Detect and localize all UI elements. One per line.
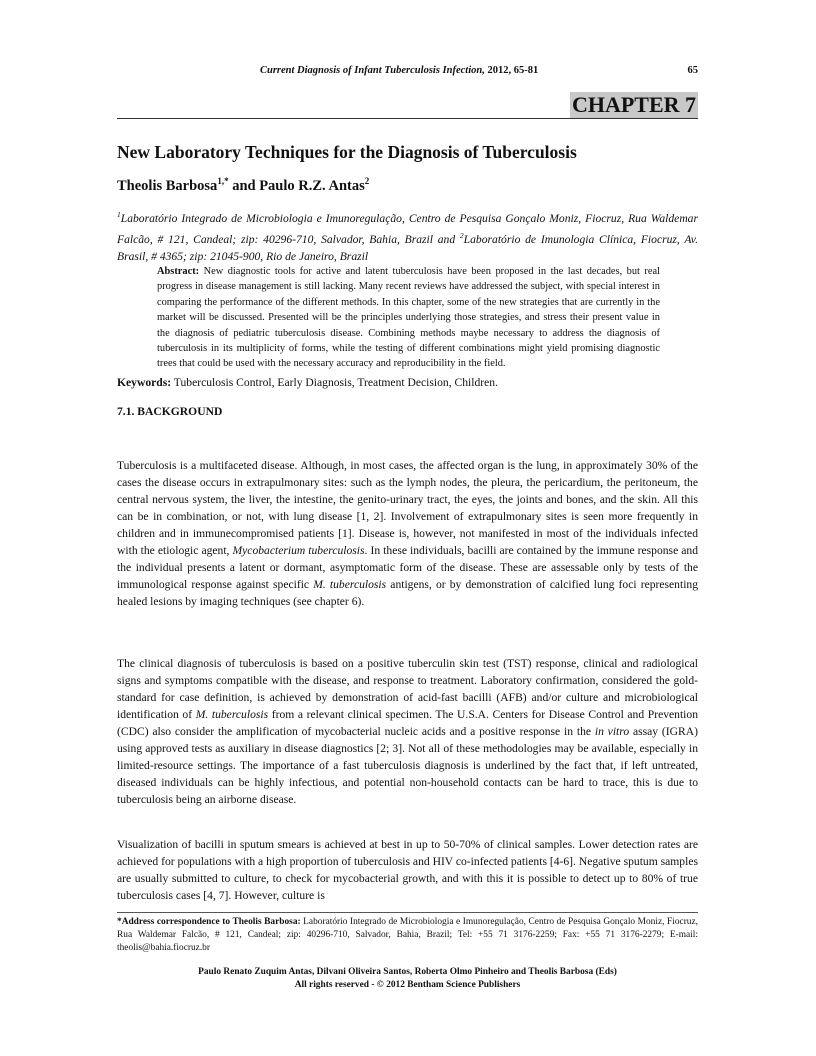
journal-citation: Current Diagnosis of Infant Tuberculosis Infection, 2012, 65-81 — [260, 65, 539, 76]
correspondence-footnote: *Address correspondence to Theolis Barbosa: Laboratório Integrado de Microbiologia e Imunoregulação, Centro de Pesquisa Gonçalo Moniz, Fiocruz, Rua Waldemar Falcão, # 121, Candeal; zip: 40296-710, Salvador, Bahia, Brazil; Tel: +55 71 3176-2259; Fax: +55 71 3176-2279; E-mail: theolis@bahia.fiocruz.br — [117, 917, 699, 953]
book-footer — [117, 966, 698, 992]
header-divider — [117, 118, 698, 119]
copyright: All rights reserved - © 2012 Bentham Science Publishers — [294, 980, 521, 990]
affiliations: $^1$Laboratório Integrado de Microbiologia e Imunoregulação, Centro de Pesquisa Gonçalo Moniz, Fiocruz, Rua Waldemar Falcão, # 121, Candeal; zip: 40296-710, Salvador, Bahia, Brazil and $^2$Laboratório de Imunologia Clínica, Fiocruz, Av. Brasil, # 4365; zip: 21045-900, Rio de Janeiro, Brazil — [117, 210, 698, 263]
paragraph-1: Tuberculosis is a multifaceted disease. Although, in most cases, the affected organ is the lung, in approximately 30% of the cases the disease occurs in extrapulmonary sites: such as the lymph nodes, the pleura, the pericardium, the peritoneum, the central nervous system, the liver, the intestine, the genito-urinary tract, the eyes, the joints and bones, and the skin. All this can be in combination, or not, with lung disease [1, 2]. Involvement of extrapulmonary sites is seen more frequently in children and in immunecompromised patients [1]. Disease is, however, not manifested in most of the individuals infected with the etiologic agent, Mycobacterium tuberculosis. In these individuals, bacilli are contained by the immune response and the individual presents a latent or dormant, asymptomatic form of the disease. These are assessable only by tests of the immunological response against specific M. tuberculosis antigens, or by demonstration of calcified lung foci representing healed lesions by imaging techniques (see chapter 6). — [117, 459, 699, 608]
footnote-divider — [117, 912, 698, 913]
keywords: Keywords: Tuberculosis Control, Early Diagnosis, Treatment Decision, Children. — [117, 376, 498, 389]
chapter-label: CHAPTER 7 — [571, 92, 696, 117]
authors: Theolis Barbosa$^{1,*}$ and Paulo R.Z. Antas$^2$ — [117, 176, 370, 194]
paragraph-2: The clinical diagnosis of tuberculosis is based on a positive tuberculin skin test (TST) response, clinical and radiological signs and symptoms compatible with the disease, and response to treatment. Laboratory confirmation, considered the gold-standard for case definition, is achieved by demonstration of acid-fast bacilli (AFB) and/or culture and microbiological identification of M. tuberculosis from a relevant clinical specimen. The U.S.A. Centers for Disease Control and Prevention (CDC) also consider the amplification of mycobacterial nucleic acids and a positive response in the in vitro assay (IGRA) using approved tests as auxiliary in disease diagnostics [2; 3]. Not all of these methodologies may be available, especially in limited-resource settings. The importance of a fast tuberculosis diagnosis is underlined by the fact that, if left untreated, diseased individuals can be highly infectious, and potential non-household contacts can be hard to trace, this is due to tuberculosis being an airborne disease. — [117, 657, 698, 806]
abstract: Abstract: New diagnostic tools for active and latent tuberculosis have been proposed in the last decades, but real progress in disease management is still lacking. Many recent reviews have addressed the subject, with special interest in comparing the performance of the different methods. In this chapter, some of the new strategies that are currently in the market will be discussed. Presented will be the principles underlying those strategies, and stress their present value in the diagnosis of pediatric tuberculosis disease. Combining methods maybe necessary to address the diagnosis of tuberculosis in its multiplicity of forms, while the testing of different combinations might yield promising diagnostic trees that could be used with the necessary accuracy and reproducibility in the field. — [157, 266, 660, 370]
page-number: 65 — [687, 65, 698, 76]
paragraph-3: Visualization of bacilli in sputum smears is achieved at best in up to 50-70% of clinical samples. Lower detection rates are achieved for populations with a high proportion of tuberculosis and HIV co-infected patients [4-6]. Negative sputum samples are usually submitted to culture, to check for mycobacterial growth, and with this it is possible to detect up to 80% of true tuberculosis cases [4, 7]. However, culture is — [117, 838, 698, 902]
editors: Paulo Renato Zuquim Antas, Dilvani Oliveira Santos, Roberta Olmo Pinheiro and Theolis Barbosa (Eds) — [198, 967, 617, 977]
section-heading: 7.1. BACKGROUND — [117, 405, 223, 418]
page-title: New Laboratory Techniques for the Diagnosis of Tuberculosis — [117, 142, 577, 162]
